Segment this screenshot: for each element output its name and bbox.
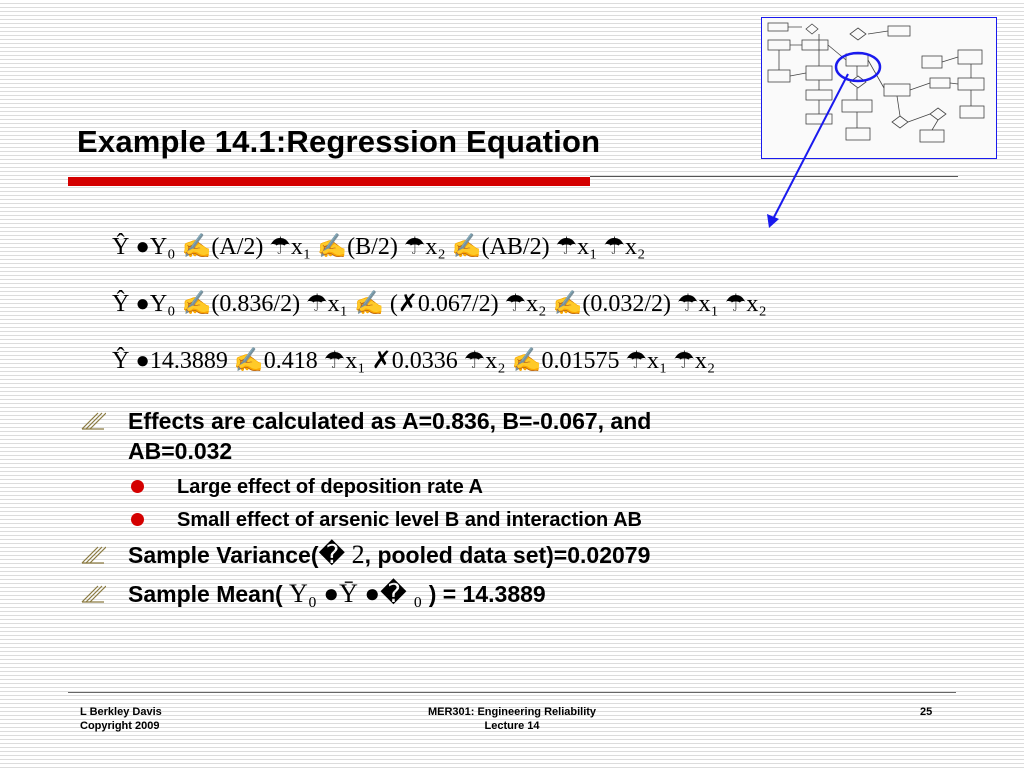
sub-bullet-text: Small effect of arsenic level B and interaction AB — [177, 509, 642, 531]
effects-text-line1: Effects are calculated as A=0.836, B=-0.067, and — [128, 408, 652, 434]
footer-author-block — [80, 705, 162, 733]
effects-text-line2: AB=0.032 — [128, 438, 233, 464]
footer-author: L Berkley Davis — [80, 706, 162, 718]
regression-equation-numeric: Ŷ ●14.3889 ✍0.418 ☂x₁ ✗0.0336 ☂x₂ ✍0.01575 ☂x₁ ☂x₂ — [112, 348, 716, 374]
red-dot-icon — [131, 480, 144, 493]
footer-course: MER301: Engineering Reliability — [427, 706, 597, 718]
regression-equation-general: Ŷ ●Y₀ ✍(A/2) ☂x₁ ✍(B/2) ☂x₂ ✍(AB/2) ☂x₁ ☂x₂ — [112, 234, 646, 260]
footer-lecture: Lecture 14 — [484, 720, 540, 732]
page-number: 25 — [920, 706, 933, 718]
mean-symbols: Y₀ ●Ȳ ●� ₀ — [289, 579, 423, 608]
variance-text: Sample Variance(� 2, pooled data set)=0.02079 — [128, 540, 651, 569]
mean-text: Sample Mean( Y₀ ●Ȳ ●� ₀ ) = 14.3889 — [128, 579, 546, 608]
footer-course-block — [412, 705, 612, 733]
slide-title: Example 14.1:Regression Equation — [77, 124, 601, 159]
bullet-hatch-icon — [80, 409, 106, 431]
bullet-hatch-icon — [80, 582, 106, 604]
sub-bullet-text: Large effect of deposition rate A — [177, 476, 483, 498]
red-dot-icon — [131, 513, 144, 526]
bullet-hatch-icon — [80, 543, 106, 565]
footer-rule — [68, 692, 956, 693]
regression-equation-substituted: Ŷ ●Y₀ ✍(0.836/2) ☂x₁ ✍ (✗0.067/2) ☂x₂ ✍(0.032/2) ☂x₁ ☂x₂ — [112, 291, 767, 317]
footer-copyright: Copyright 2009 — [80, 720, 160, 732]
variance-symbol: � 2 — [318, 540, 365, 569]
